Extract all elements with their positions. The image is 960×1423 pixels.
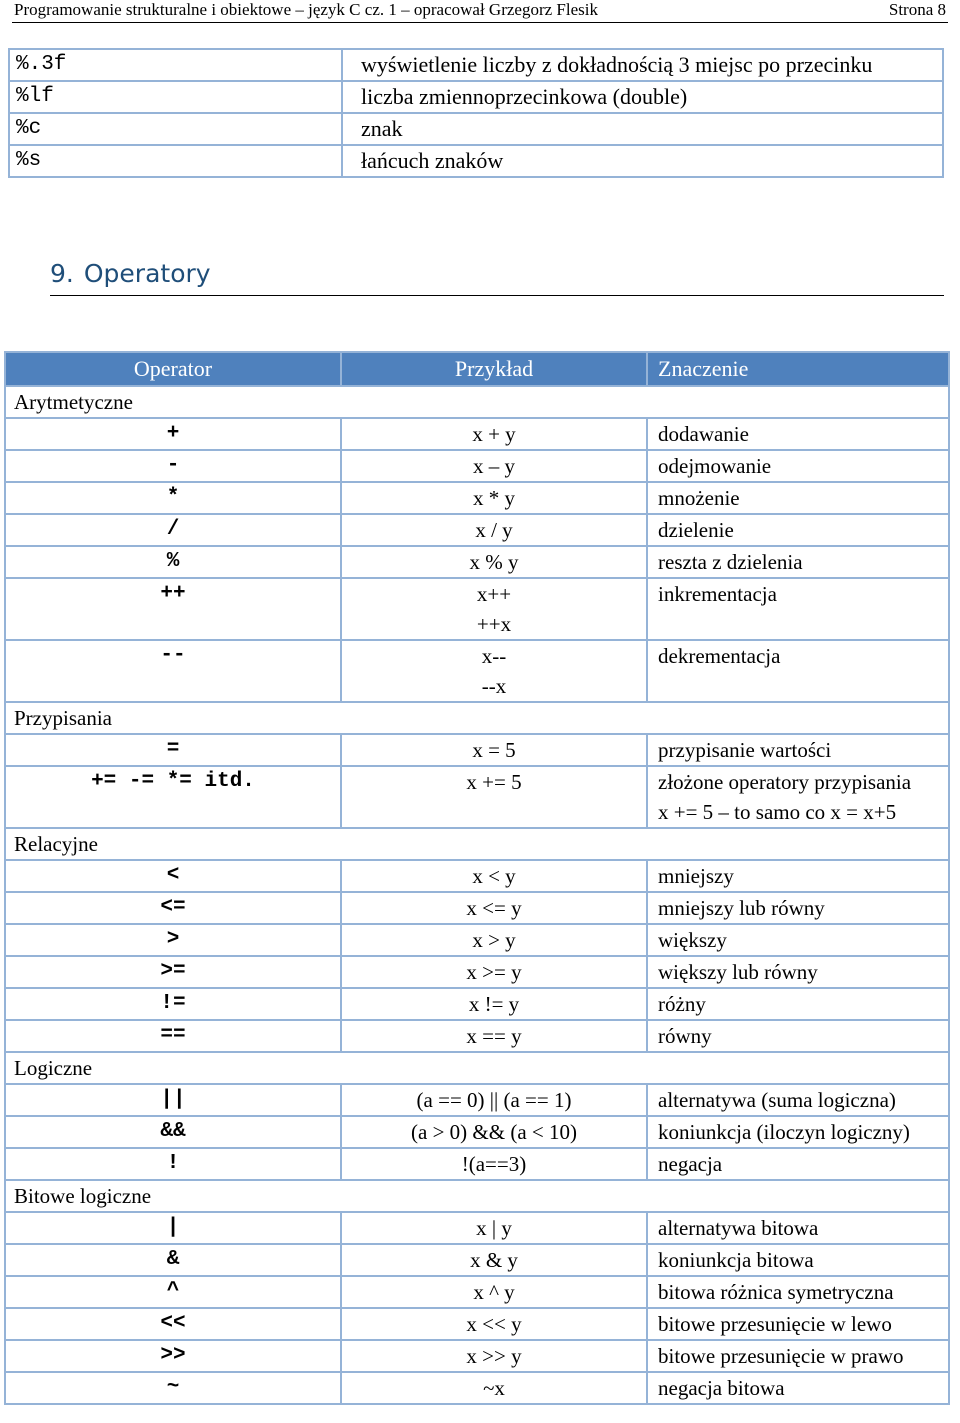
operator-meaning — [647, 1116, 949, 1148]
operator-meaning — [647, 1372, 949, 1404]
meaning-line: różny — [658, 992, 706, 1016]
meaning-line: negacja bitowa — [658, 1376, 785, 1400]
operator-meaning — [647, 988, 949, 1020]
operator-symbol: ++ — [5, 578, 341, 640]
operator-row — [5, 1148, 949, 1180]
operator-symbol: ^ — [5, 1276, 341, 1308]
operator-meaning — [647, 734, 949, 766]
operator-row — [5, 546, 949, 578]
example-line: x > y — [472, 928, 516, 952]
operator-symbol: == — [5, 1020, 341, 1052]
operator-symbol: >= — [5, 956, 341, 988]
operator-meaning — [647, 640, 949, 702]
operator-meaning — [647, 1020, 949, 1052]
example-line: (a > 0) && (a < 10) — [411, 1120, 577, 1144]
meaning-line: dekrementacja — [658, 644, 781, 668]
meaning-line: inkrementacja — [658, 582, 777, 606]
operator-meaning — [647, 860, 949, 892]
page-header — [12, 0, 948, 23]
example-line: x = 5 — [472, 738, 516, 762]
operator-row — [5, 892, 949, 924]
operator-symbol: ! — [5, 1148, 341, 1180]
operator-meaning — [647, 956, 949, 988]
operator-meaning — [647, 1148, 949, 1180]
example-line: x >> y — [466, 1344, 522, 1368]
meaning-line: x += 5 – to samo co x = x+5 — [658, 800, 897, 824]
operator-row — [5, 1084, 949, 1116]
operator-symbol: | — [5, 1212, 341, 1244]
operator-example — [341, 450, 647, 482]
operator-example — [341, 514, 647, 546]
header-operator: Operator — [5, 352, 341, 386]
operator-meaning — [647, 1308, 949, 1340]
operator-row — [5, 1372, 949, 1404]
operator-symbol: >> — [5, 1340, 341, 1372]
category-row — [5, 828, 949, 860]
operator-example — [341, 734, 647, 766]
operator-example — [341, 988, 647, 1020]
category-label: Arytmetyczne — [5, 386, 949, 418]
example-line: x != y — [468, 992, 520, 1016]
category-row — [5, 1052, 949, 1084]
section-number: 9. — [50, 259, 74, 288]
operator-example — [341, 860, 647, 892]
format-description: znak — [342, 113, 943, 145]
operator-symbol: > — [5, 924, 341, 956]
example-line: x++ — [476, 582, 512, 606]
example-line: ++x — [476, 612, 512, 636]
operator-example — [341, 1148, 647, 1180]
format-code: %c — [9, 113, 342, 145]
meaning-line: koniunkcja bitowa — [658, 1248, 814, 1272]
meaning-line: alternatywa bitowa — [658, 1216, 819, 1240]
meaning-line: większy lub równy — [658, 960, 818, 984]
operator-symbol: += -= *= itd. — [5, 766, 341, 828]
operator-meaning — [647, 924, 949, 956]
meaning-line: reszta z dzielenia — [658, 550, 803, 574]
operator-row — [5, 1308, 949, 1340]
format-row — [9, 145, 943, 177]
example-line: x | y — [476, 1216, 512, 1240]
operator-example — [341, 924, 647, 956]
operator-symbol: << — [5, 1308, 341, 1340]
operator-symbol: && — [5, 1116, 341, 1148]
operator-example — [341, 892, 647, 924]
meaning-line: bitowa różnica symetryczna — [658, 1280, 894, 1304]
operator-meaning — [647, 766, 949, 828]
operator-meaning — [647, 482, 949, 514]
meaning-line: mniejszy — [658, 864, 734, 888]
operator-example — [341, 1340, 647, 1372]
document-title: Programowanie strukturalne i obiektowe – język C cz. 1 – opracował Grzegorz Flesik — [14, 0, 598, 19]
example-line: x – y — [473, 454, 515, 478]
operator-meaning — [647, 514, 949, 546]
meaning-line: koniunkcja (iloczyn logiczny) — [658, 1120, 910, 1144]
operator-row — [5, 860, 949, 892]
operator-symbol: ~ — [5, 1372, 341, 1404]
category-row — [5, 1180, 949, 1212]
operator-symbol: - — [5, 450, 341, 482]
operator-symbol: -- — [5, 640, 341, 702]
example-line: x == y — [466, 1024, 522, 1048]
meaning-line: bitowe przesunięcie w prawo — [658, 1344, 904, 1368]
meaning-line: negacja — [658, 1152, 723, 1176]
example-line: x & y — [470, 1248, 518, 1272]
operator-meaning — [647, 546, 949, 578]
header-example: Przykład — [341, 352, 647, 386]
format-code: %.3f — [9, 49, 342, 81]
example-line: x >= y — [466, 960, 522, 984]
meaning-line: przypisanie wartości — [658, 738, 832, 762]
operator-symbol: * — [5, 482, 341, 514]
operator-row — [5, 988, 949, 1020]
operator-row — [5, 924, 949, 956]
meaning-line: dodawanie — [658, 422, 749, 446]
example-line: --x — [481, 674, 507, 698]
operators-table-header — [5, 352, 949, 386]
operator-example — [341, 418, 647, 450]
format-code: %s — [9, 145, 342, 177]
operator-meaning — [647, 1084, 949, 1116]
format-description: liczba zmiennoprzecinkowa (double) — [342, 81, 943, 113]
operator-example — [341, 1308, 647, 1340]
example-line: !(a==3) — [461, 1152, 527, 1176]
operator-symbol: = — [5, 734, 341, 766]
operator-row — [5, 514, 949, 546]
operator-meaning — [647, 1340, 949, 1372]
operators-table — [4, 351, 950, 1405]
example-line: x << y — [466, 1312, 522, 1336]
meaning-line: odejmowanie — [658, 454, 772, 478]
operator-symbol: < — [5, 860, 341, 892]
operator-row — [5, 1276, 949, 1308]
operator-example — [341, 1372, 647, 1404]
format-specifier-table — [8, 48, 944, 178]
operator-example — [341, 482, 647, 514]
page-number: Strona 8 — [888, 0, 946, 19]
operator-example — [341, 1244, 647, 1276]
operator-meaning — [647, 578, 949, 640]
format-row — [9, 49, 943, 81]
meaning-line: większy — [658, 928, 727, 952]
format-code: %lf — [9, 81, 342, 113]
example-line: x / y — [475, 518, 513, 542]
operator-meaning — [647, 418, 949, 450]
operator-example — [341, 1276, 647, 1308]
operator-symbol: % — [5, 546, 341, 578]
operator-symbol: != — [5, 988, 341, 1020]
example-line: x-- — [481, 644, 507, 668]
operator-example — [341, 766, 647, 828]
operator-symbol: / — [5, 514, 341, 546]
format-row — [9, 113, 943, 145]
operator-example — [341, 546, 647, 578]
meaning-line: równy — [658, 1024, 712, 1048]
meaning-line: alternatywa (suma logiczna) — [658, 1088, 896, 1112]
operator-row — [5, 1340, 949, 1372]
section-title: Operatory — [83, 259, 211, 288]
operator-symbol: <= — [5, 892, 341, 924]
format-row — [9, 81, 943, 113]
operator-row — [5, 734, 949, 766]
category-label: Logiczne — [5, 1052, 949, 1084]
operator-example — [341, 1020, 647, 1052]
operator-symbol: || — [5, 1084, 341, 1116]
operator-meaning — [647, 450, 949, 482]
format-description: wyświetlenie liczby z dokładnością 3 miejsc po przecinku — [342, 49, 943, 81]
operator-example — [341, 1116, 647, 1148]
operator-row — [5, 1116, 949, 1148]
example-line: ~x — [483, 1376, 505, 1400]
operator-meaning — [647, 892, 949, 924]
operator-example — [341, 956, 647, 988]
format-description: łańcuch znaków — [342, 145, 943, 177]
example-line: x += 5 — [466, 770, 522, 794]
operator-meaning — [647, 1276, 949, 1308]
operator-example — [341, 1212, 647, 1244]
section-underline — [50, 295, 944, 296]
example-line: x + y — [472, 422, 516, 446]
operator-row — [5, 482, 949, 514]
operator-example — [341, 640, 647, 702]
operator-row — [5, 956, 949, 988]
operator-meaning — [647, 1244, 949, 1276]
example-line: x <= y — [466, 896, 522, 920]
meaning-line: mniejszy lub równy — [658, 896, 825, 920]
category-row — [5, 702, 949, 734]
example-line: (a == 0) || (a == 1) — [416, 1088, 572, 1112]
operator-symbol: + — [5, 418, 341, 450]
operator-row — [5, 1020, 949, 1052]
operator-row — [5, 1212, 949, 1244]
operator-row — [5, 450, 949, 482]
meaning-line: bitowe przesunięcie w lewo — [658, 1312, 892, 1336]
operator-meaning — [647, 1212, 949, 1244]
category-label: Przypisania — [5, 702, 949, 734]
operator-row — [5, 766, 949, 828]
category-row — [5, 386, 949, 418]
operator-row — [5, 1244, 949, 1276]
category-label: Bitowe logiczne — [5, 1180, 949, 1212]
operator-row — [5, 640, 949, 702]
example-line: x ^ y — [473, 1280, 515, 1304]
meaning-line: mnożenie — [658, 486, 740, 510]
meaning-line: złożone operatory przypisania — [658, 770, 912, 794]
category-label: Relacyjne — [5, 828, 949, 860]
meaning-line: dzielenie — [658, 518, 734, 542]
operator-example — [341, 578, 647, 640]
example-line: x < y — [472, 864, 516, 888]
example-line: x * y — [473, 486, 515, 510]
operator-symbol: & — [5, 1244, 341, 1276]
operator-row — [5, 418, 949, 450]
example-line: x % y — [469, 550, 519, 574]
header-meaning: Znaczenie — [647, 352, 949, 386]
operator-row — [5, 578, 949, 640]
operator-example — [341, 1084, 647, 1116]
section-heading — [50, 256, 211, 292]
